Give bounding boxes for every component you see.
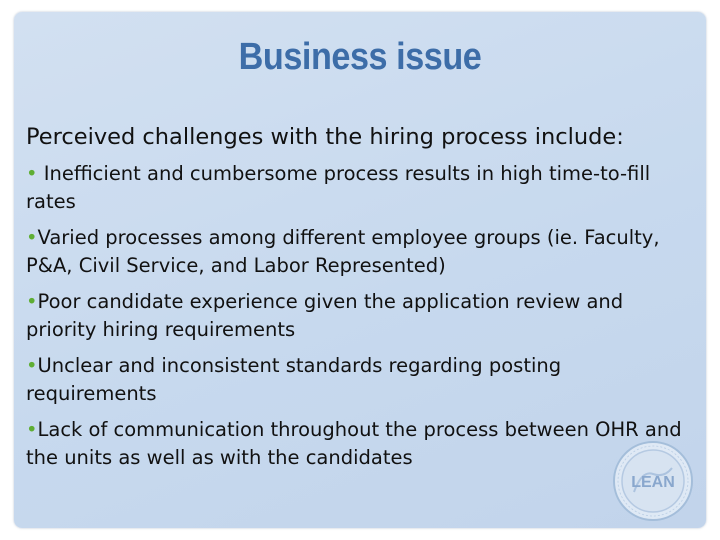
bullet-text: Varied processes among different employee groups (ie. Faculty, P&A, Civil Service, and Labor Represented) <box>26 226 660 277</box>
logo-text: LEAN <box>631 474 675 491</box>
bullet-text: Unclear and inconsistent standards regarding posting requirements <box>26 354 562 405</box>
bullet-text: Poor candidate experience given the application review and priority hiring requirements <box>26 290 624 341</box>
intro-text: Perceived challenges with the hiring process include: <box>26 124 624 150</box>
bullet-item <box>26 160 696 216</box>
bullet-dot: • <box>26 226 38 249</box>
bullet-item <box>26 224 696 280</box>
slide-content <box>26 122 696 480</box>
bullet-dot: • <box>26 354 38 377</box>
lean-logo <box>612 440 694 522</box>
bullet-dot: • <box>26 418 38 441</box>
slide-title: Business issue <box>238 36 482 78</box>
bullet-text: Inefficient and cumbersome process results in high time-to-fill rates <box>26 162 651 213</box>
bullet-dot: • <box>26 290 38 313</box>
bullet-item <box>26 352 696 408</box>
bullet-item <box>26 416 696 472</box>
bullet-item <box>26 288 696 344</box>
bullet-dot: • <box>26 162 38 185</box>
bullet-text: Lack of communication throughout the process between OHR and the units as well as with the candidates <box>26 418 682 469</box>
